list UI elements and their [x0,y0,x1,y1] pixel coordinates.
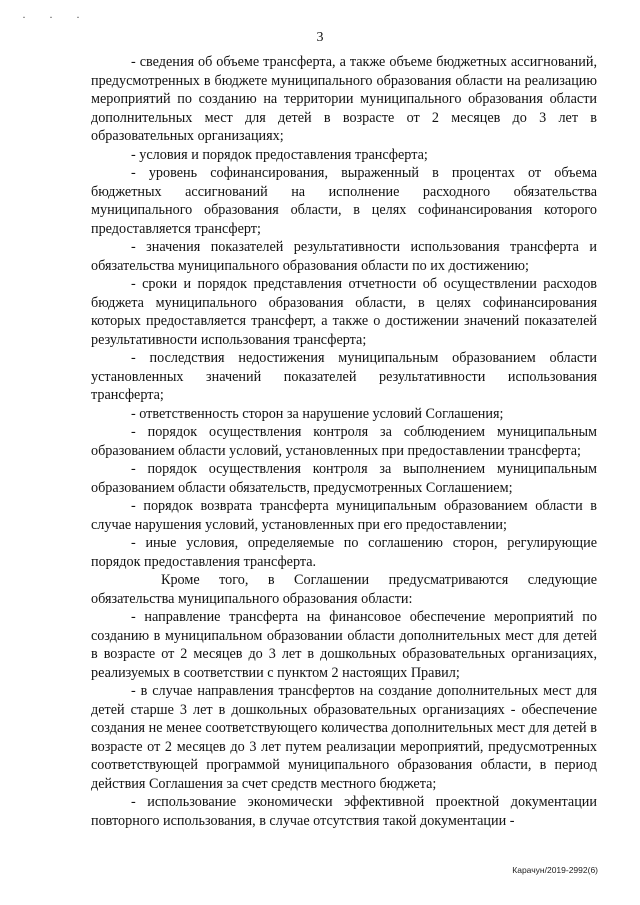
paragraph: - значения показателей результативности использования трансферта и обязательства муниципального образования области по их достижению; [91,239,597,274]
document-code: Карачун/2019-2992(6) [512,865,598,875]
paragraph: - в случае направления трансфертов на создание дополнительных мест для детей старше 3 лет в дошкольных образовательных организациях - обеспечение создания не менее соответствующего количества дополнительных мест для детей в возрасте от 2 месяцев до 3 лет путем реализации мероприятий, предусмотренных соответствующей программой муниципального образования области, в период действия Соглашения за счет средств местного бюджета; [91,683,597,792]
page-number: 3 [316,30,324,45]
paragraph: - использование экономически эффективной проектной документации повторного использования, в случае отсутствия такой документации - [91,794,597,829]
paragraph: - иные условия, определяемые по соглашению сторон, регулирующие порядок предоставления трансферта. [91,535,597,570]
paragraph: - порядок осуществления контроля за выполнением муниципальным образованием области обязательств, предусмотренных Соглашением; [91,461,597,496]
paragraph: - порядок возврата трансферта муниципальным образованием области в случае нарушения условий, установленных при его предоставлении; [91,498,597,533]
scan-marks: · · · [22,10,90,24]
paragraph: - направление трансферта на финансовое обеспечение мероприятий по созданию в муниципальном образовании области дополнительных мест для детей в возрасте от 2 месяцев до 3 лет в дошкольных образовательных организациях, реализуемых в соответствии с пунктом 2 настоящих Правил; [91,609,597,681]
paragraph: Кроме того, в Соглашении предусматриваются следующие обязательства муниципального образования области: [91,572,597,607]
paragraph: - уровень софинансирования, выраженный в процентах от объема бюджетных ассигнований на исполнение расходного обязательства муниципального образования области, в целях софинансирования которого предоставляется трансферт; [91,165,597,237]
paragraph: - сведения об объеме трансферта, а также объеме бюджетных ассигнований, предусмотренных в бюджете муниципального образования области на реализацию мероприятий по созданию на территории муниципального образования области дополнительных мест для детей в возрасте от 2 месяцев до 3 лет в образовательных организациях; [91,54,597,144]
paragraph: - условия и порядок предоставления трансферта; [131,146,428,163]
paragraph: - сроки и порядок представления отчетности об осуществлении расходов бюджета муниципального образования области, в целях софинансирования которых предоставляется трансферт, а также о достижении значений показателей результативности использования трансферта; [91,276,597,348]
paragraph: - порядок осуществления контроля за соблюдением муниципальным образованием области условий, установленных при предоставлении трансферта; [91,424,597,459]
paragraph: - последствия недостижения муниципальным образованием области установленных значений показателей результативности использования трансферта; [91,350,597,403]
paragraph: - ответственность сторон за нарушение условий Соглашения; [131,405,504,422]
document-body [91,53,597,830]
